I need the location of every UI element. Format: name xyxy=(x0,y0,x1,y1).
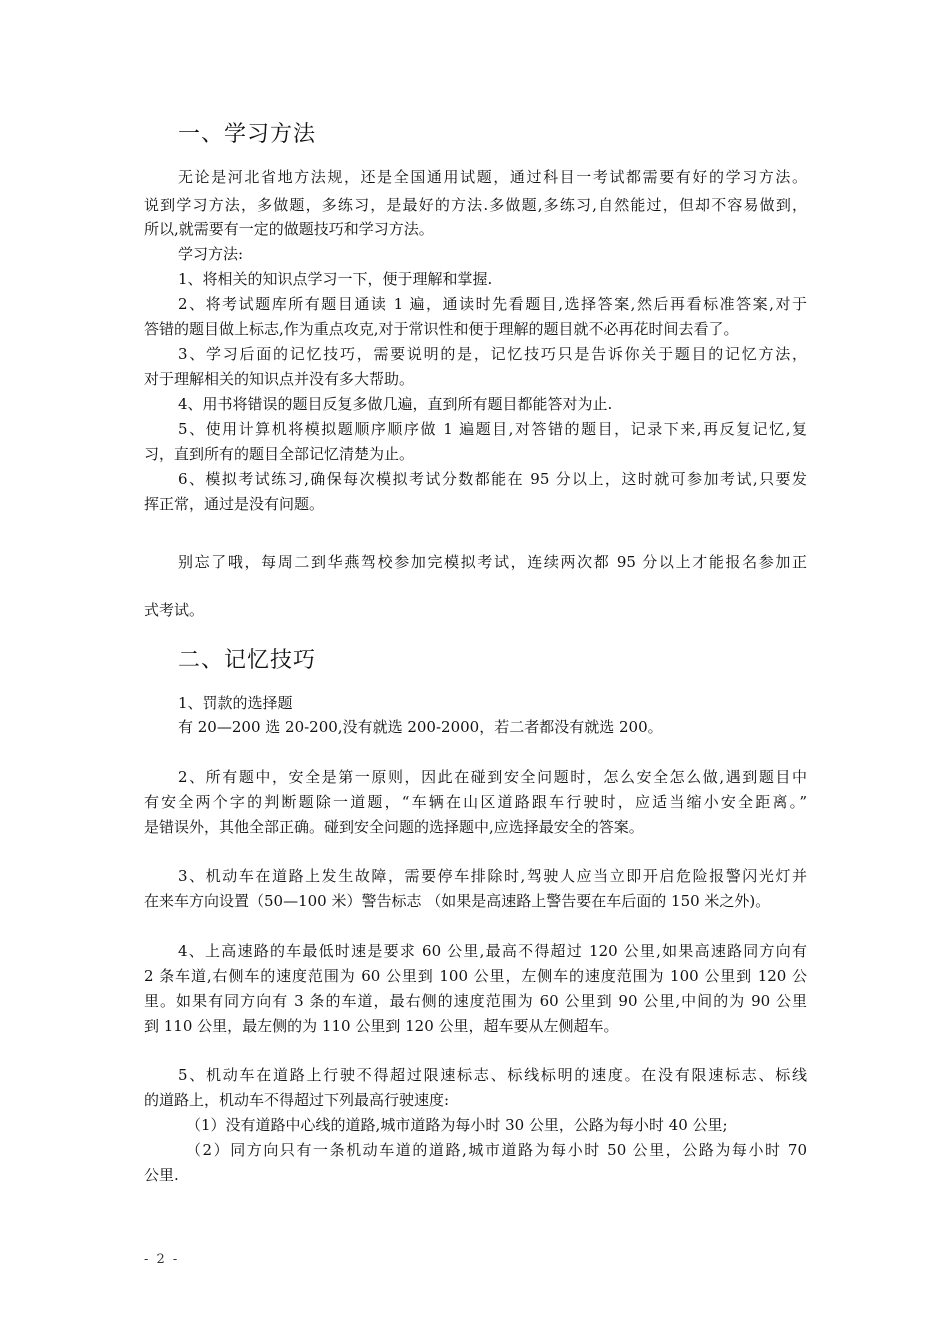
method-item: 4、用书将错误的题目反复多做几遍，直到所有题目都能答对为止. xyxy=(178,395,613,413)
method-item-continued: 对于理解相关的知识点并没有多大帮助。 xyxy=(144,370,415,388)
section-heading-memory-tips: 二、记忆技巧 xyxy=(178,648,317,673)
paragraph-line: 无论是河北省地方法规，还是全国通用试题，通过科目一考试都需要有好的学习方法。 xyxy=(178,168,807,186)
tip-line: 3、机动车在道路上发生故障，需要停车排除时,驾驶人应当立即开启危险报警闪光灯并 xyxy=(178,867,807,885)
tip-line: 的道路上，机动车不得超过下列最高行驶速度: xyxy=(144,1091,450,1109)
paragraph-line: 所以,就需要有一定的做题技巧和学习方法。 xyxy=(144,220,434,238)
speed-limit-item: （2）同方向只有一条机动车道的道路,城市道路为每小时 50 公里，公路为每小时 70 xyxy=(186,1141,807,1159)
method-item: 5、使用计算机将模拟题顺序顺序做 1 遍题目,对答错的题目，记录下来,再反复记忆,复 xyxy=(178,420,807,438)
method-item: 1、将相关的知识点学习一下，便于理解和掌握. xyxy=(178,270,493,288)
speed-limit-item-continued: 公里. xyxy=(144,1166,179,1184)
method-item-continued: 挥正常，通过是没有问题。 xyxy=(144,495,325,513)
method-item: 6、模拟考试练习,确保每次模拟考试分数都能在 95 分以上，这时就可参加考试,只要发 xyxy=(178,470,807,488)
tip-body: 有 20—200 选 20-200,没有就选 200-2000，若二者都没有就选 200。 xyxy=(178,718,663,736)
reminder-line: 式考试。 xyxy=(144,601,205,619)
speed-limit-item: （1）没有道路中心线的道路,城市道路为每小时 30 公里，公路为每小时 40 公里; xyxy=(186,1116,728,1134)
tip-line: 4、上高速路的车最低时速是要求 60 公里,最高不得超过 120 公里,如果高速路同方向有 xyxy=(178,942,807,960)
tip-line: 到 110 公里，最左侧的为 110 公里到 120 公里，超车要从左侧超车。 xyxy=(144,1017,619,1035)
tip-line: 2 条车道,右侧车的速度范围为 60 公里到 100 公里，左侧车的速度范围为 100 公里到 120 公 xyxy=(144,967,807,985)
tip-line: 在来车方向设置（50—100 米）警告标志 （如果是高速路上警告要在车后面的 150 米之外)。 xyxy=(144,892,771,910)
method-item: 3、学习后面的记忆技巧，需要说明的是，记忆技巧只是告诉你关于题目的记忆方法， xyxy=(178,345,807,363)
methods-label: 学习方法: xyxy=(178,245,244,263)
tip-line: 2、所有题中，安全是第一原则，因此在碰到安全问题时，怎么安全怎么做,遇到题目中 xyxy=(178,768,807,786)
tip-title: 1、罚款的选择题 xyxy=(178,694,293,712)
tip-line: 有安全两个字的判断题除一道题，“车辆在山区道路跟车行驶时，应适当缩小安全距离。” xyxy=(144,793,807,811)
method-item: 2、将考试题库所有题目通读 1 遍，通读时先看题目,选择答案,然后再看标准答案,对于 xyxy=(178,295,807,313)
tip-line: 5、机动车在道路上行驶不得超过限速标志、标线标明的速度。在没有限速标志、标线 xyxy=(178,1066,807,1084)
section-heading-study-methods: 一、学习方法 xyxy=(178,122,317,147)
page-number: - 2 - xyxy=(144,1252,180,1267)
reminder-line: 别忘了哦，每周二到华燕驾校参加完模拟考试，连续两次都 95 分以上才能报名参加正 xyxy=(178,553,807,571)
method-item-continued: 答错的题目做上标志,作为重点攻克,对于常识性和便于理解的题目就不必再花时间去看了。 xyxy=(144,320,739,338)
tip-line: 是错误外，其他全部正确。碰到安全问题的选择题中,应选择最安全的答案。 xyxy=(144,818,644,836)
tip-line: 里。如果有同方向有 3 条的车道，最右侧的速度范围为 60 公里到 90 公里,中间的为 90 公里 xyxy=(144,992,807,1010)
paragraph-line: 说到学习方法，多做题，多练习，是最好的方法.多做题,多练习,自然能过，但却不容易做到， xyxy=(144,196,807,214)
method-item-continued: 习，直到所有的题目全部记忆清楚为止。 xyxy=(144,445,415,463)
